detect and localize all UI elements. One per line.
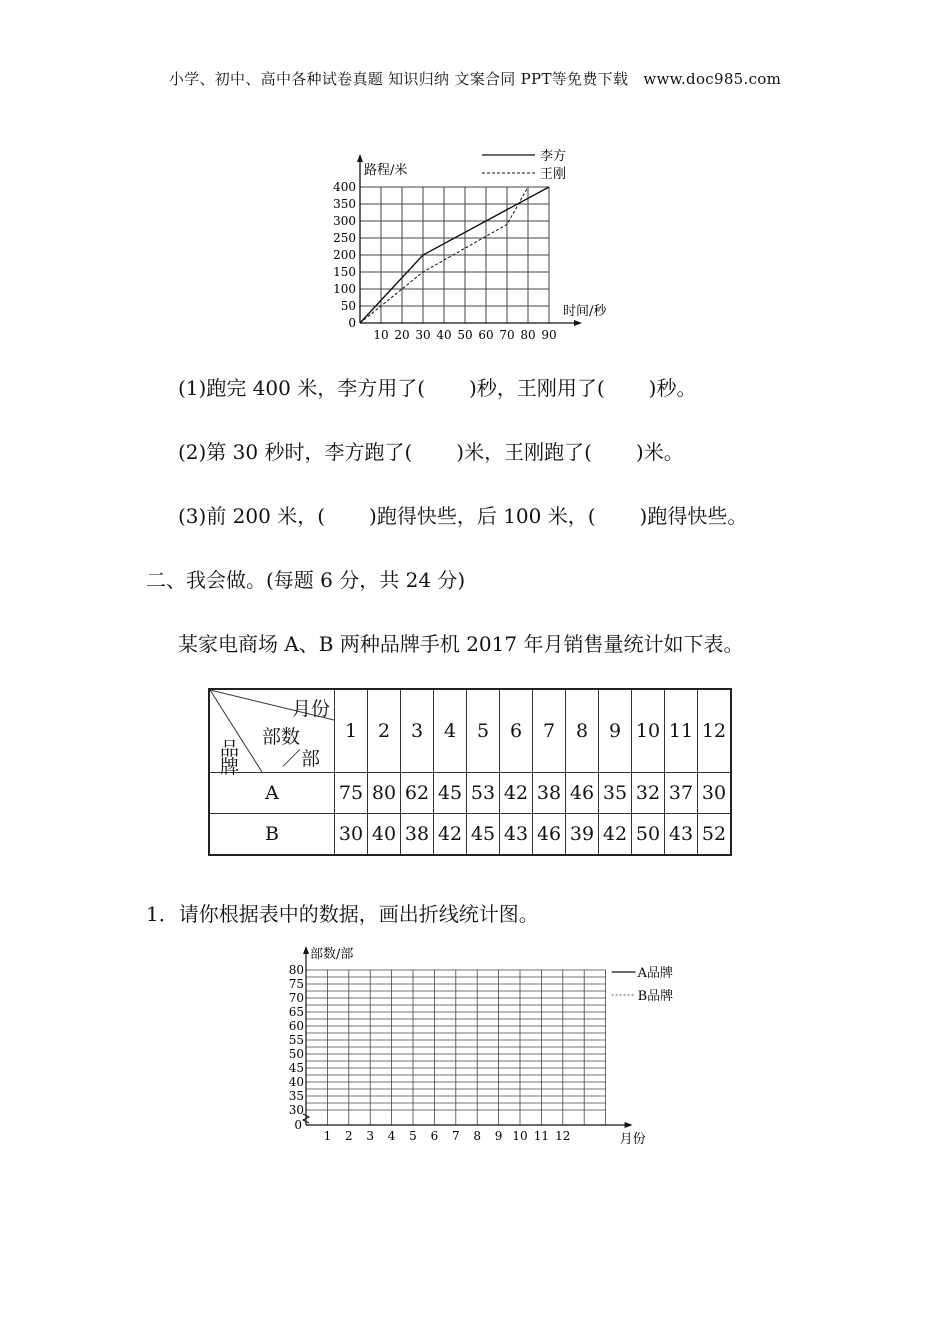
- table-row-b: [209, 814, 731, 856]
- month-header: 3: [401, 689, 434, 773]
- legend-label: B品牌: [637, 989, 674, 1004]
- legend-label: A品牌: [637, 966, 673, 981]
- x-tick-label: 40: [436, 328, 452, 342]
- sales-line-chart-grid[interactable]: [280, 940, 680, 1150]
- header-url: www.doc985.com: [643, 70, 782, 88]
- month-header: 5: [467, 689, 500, 773]
- x-tick-label: 10: [373, 328, 389, 342]
- x-tick-label: 9: [494, 1129, 503, 1143]
- y-tick-label: 80: [288, 963, 304, 977]
- y-axis-label: 部数/部: [310, 947, 354, 962]
- question-2-text-a: (2)第 30 秒时，李方跑了(: [178, 440, 413, 464]
- month-header: 7: [533, 689, 566, 773]
- y-tick-label: 350: [333, 197, 356, 211]
- month-header: 6: [500, 689, 533, 773]
- question-2: [178, 436, 684, 465]
- question-3-text-a: (3)前 200 米，(: [178, 504, 326, 528]
- y-axis-arrow: [303, 946, 309, 954]
- x-tick-label: 20: [394, 328, 410, 342]
- y-axis-label: 路程/米: [364, 163, 408, 178]
- y-tick-label: 55: [288, 1033, 304, 1047]
- corner-brand-label-2: 牌: [220, 756, 240, 778]
- y-tick-label: 200: [333, 248, 356, 262]
- question-2-text-c: )米。: [635, 440, 684, 464]
- table-cell: 42: [599, 814, 632, 856]
- x-tick-label: 10: [512, 1129, 528, 1143]
- x-tick-label: 50: [457, 328, 473, 342]
- header-text: 小学、初中、高中各种试卷真题 知识归纳 文案合同 PPT等免费下载: [168, 70, 629, 88]
- corner-unit-label: ／部: [282, 748, 321, 770]
- month-header: 12: [698, 689, 732, 773]
- legend-label: 王刚: [540, 167, 567, 182]
- page-header: [0, 68, 950, 89]
- x-tick-label: 12: [555, 1129, 571, 1143]
- table-cell: 52: [698, 814, 732, 856]
- question-1-text-c: )秒。: [648, 376, 697, 400]
- table-cell: 45: [467, 814, 500, 856]
- y-tick-label: 300: [333, 214, 356, 228]
- x-tick-label: 60: [478, 328, 494, 342]
- corner-brand-label-1: 品: [220, 738, 240, 760]
- y-tick-label: 150: [333, 265, 356, 279]
- y-tick-label: 75: [288, 977, 304, 991]
- sales-table: [208, 688, 732, 856]
- x-tick-label: 5: [409, 1129, 417, 1143]
- y-tick-label: 40: [288, 1075, 304, 1089]
- y-tick-label: 60: [288, 1019, 304, 1033]
- question-2-text-b: )米，王刚跑了(: [456, 440, 592, 464]
- x-tick-label: 2: [344, 1129, 353, 1143]
- task-1: 1．请你根据表中的数据，画出折线统计图。: [146, 902, 539, 926]
- x-tick-label: 11: [533, 1129, 550, 1143]
- table-cell: 30: [335, 814, 368, 856]
- table-corner-cell: [209, 689, 335, 778]
- question-3: [178, 500, 747, 529]
- question-3-text-c: )跑得快些。: [639, 504, 748, 528]
- y-tick-label: 35: [288, 1089, 304, 1103]
- x-tick-label: 1: [323, 1129, 332, 1143]
- table-cell: 45: [434, 773, 467, 814]
- question-1: [178, 372, 696, 401]
- table-cell: 38: [533, 773, 566, 814]
- y-tick-label: 30: [288, 1103, 304, 1117]
- x-tick-label: 7: [451, 1129, 460, 1143]
- table-cell: 62: [401, 773, 434, 814]
- month-header: 8: [566, 689, 599, 773]
- x-axis-arrow: [574, 320, 582, 326]
- table-cell: 32: [632, 773, 665, 814]
- y-tick-label: 50: [288, 1047, 304, 1061]
- table-cell: 42: [434, 814, 467, 856]
- month-header: 2: [368, 689, 401, 773]
- month-header: 10: [632, 689, 665, 773]
- table-header-row: [209, 689, 731, 773]
- legend-label: 李方: [540, 149, 567, 164]
- x-tick-label: 6: [430, 1129, 439, 1143]
- table-cell: 75: [335, 773, 368, 814]
- x-axis-label: 时间/秒: [563, 304, 607, 319]
- x-tick-label: 8: [473, 1129, 482, 1143]
- table-cell: 39: [566, 814, 599, 856]
- table-cell: 38: [401, 814, 434, 856]
- y-tick-label: 50: [340, 299, 356, 313]
- table-cell: 42: [500, 773, 533, 814]
- table-cell: 80: [368, 773, 401, 814]
- y-tick-label: 65: [288, 1005, 304, 1019]
- table-row-a: [209, 773, 731, 814]
- corner-count-label: 部数: [262, 726, 301, 748]
- row-label: B: [209, 814, 335, 856]
- y-tick-label: 70: [288, 991, 304, 1005]
- table-cell: 53: [467, 773, 500, 814]
- table-cell: 46: [566, 773, 599, 814]
- table-cell: 37: [665, 773, 698, 814]
- y-tick-label: 100: [333, 282, 356, 296]
- x-axis-arrow: [625, 1122, 633, 1128]
- question-3-text-b: )跑得快些，后 100 米，(: [369, 504, 596, 528]
- y-tick-label: 250: [333, 231, 356, 245]
- origin-label: 0: [294, 1118, 302, 1132]
- x-tick-label: 90: [541, 328, 557, 342]
- section-title: 二、我会做。(每题 6 分，共 24 分): [146, 568, 466, 592]
- row-label: A: [209, 773, 335, 814]
- month-header: 9: [599, 689, 632, 773]
- section-intro: 某家电商场 A、B 两种品牌手机 2017 年月销售量统计如下表。: [178, 632, 744, 656]
- origin-label: 0: [348, 316, 356, 330]
- table-cell: 43: [665, 814, 698, 856]
- table-cell: 43: [500, 814, 533, 856]
- y-tick-label: 400: [333, 180, 356, 194]
- corner-month-label: 月份: [291, 698, 330, 720]
- month-header: 1: [335, 689, 368, 773]
- x-tick-label: 30: [415, 328, 431, 342]
- x-tick-label: 70: [499, 328, 515, 342]
- x-tick-label: 4: [387, 1129, 396, 1143]
- table-cell: 40: [368, 814, 401, 856]
- table-cell: 30: [698, 773, 732, 814]
- question-1-text-a: (1)跑完 400 米，李方用了(: [178, 376, 426, 400]
- month-header: 11: [665, 689, 698, 773]
- x-tick-label: 3: [366, 1129, 375, 1143]
- y-axis-arrow: [357, 154, 363, 162]
- table-cell: 46: [533, 814, 566, 856]
- question-1-text-b: )秒，王刚用了(: [469, 376, 605, 400]
- table-cell: 35: [599, 773, 632, 814]
- distance-time-chart: [330, 140, 630, 345]
- y-tick-label: 45: [288, 1061, 304, 1075]
- table-cell: 50: [632, 814, 665, 856]
- month-header: 4: [434, 689, 467, 773]
- x-axis-label: 月份: [619, 1132, 646, 1147]
- x-tick-label: 80: [520, 328, 536, 342]
